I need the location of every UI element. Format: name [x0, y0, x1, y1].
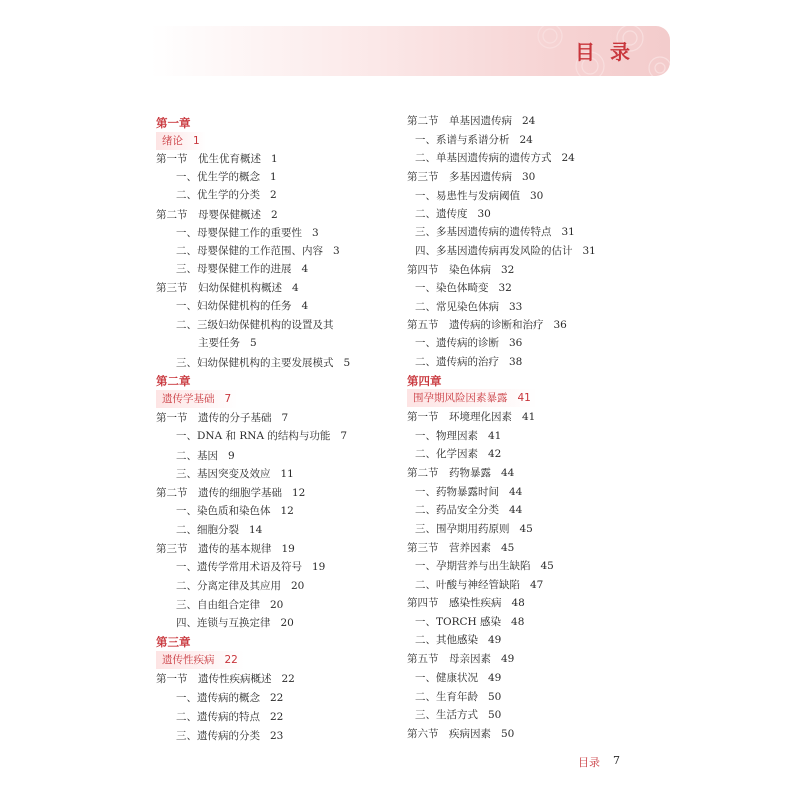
toc-item[interactable]: 二、遗传度 30 [415, 208, 491, 220]
toc-item[interactable]: 二、单基因遗传病的遗传方式 24 [415, 152, 575, 164]
toc-item[interactable]: 一、物理因素 41 [415, 430, 502, 442]
toc-item[interactable]: 三、母婴保健工作的进展 4 [176, 263, 309, 275]
toc-section[interactable]: 第一节 优生优育概述 1 [156, 153, 278, 165]
toc-section[interactable]: 第五节 遗传病的诊断和治疗 36 [407, 319, 567, 331]
toc-section[interactable]: 第四节 染色体病 32 [407, 264, 515, 276]
toc-item[interactable]: 一、染色质和染色体 12 [176, 505, 294, 517]
toc-section[interactable]: 第五节 母亲因素 49 [407, 653, 515, 665]
toc-section[interactable]: 第一节 环境理化因素 41 [407, 411, 536, 423]
toc-item[interactable]: 一、健康状况 49 [415, 672, 502, 684]
chapter-title[interactable]: 围孕期风险因素暴露 41 [407, 389, 537, 407]
toc-item[interactable]: 二、叶酸与神经管缺陷 47 [415, 579, 544, 591]
chapter-heading: 第一章 [156, 116, 191, 130]
chapter-heading: 第四章 [407, 374, 442, 388]
toc-item[interactable]: 二、细胞分裂 14 [176, 524, 263, 536]
toc-item[interactable]: 二、遗传病的治疗 38 [415, 356, 523, 368]
toc-item[interactable]: 一、妇幼保健机构的任务 4 [176, 300, 309, 312]
chapter-title[interactable]: 绪论 1 [156, 132, 206, 150]
toc-item[interactable]: 一、药物暴露时间 44 [415, 486, 523, 498]
toc-item[interactable]: 二、遗传病的特点 22 [176, 711, 284, 723]
chapter-heading: 第二章 [156, 374, 191, 388]
toc-section[interactable]: 第三节 遗传的基本规律 19 [156, 543, 295, 555]
chapter-title[interactable]: 遗传学基础 7 [156, 390, 237, 408]
toc-item[interactable]: 三、基因突变及效应 11 [176, 468, 294, 480]
toc-section[interactable]: 第六节 疾病因素 50 [407, 728, 515, 740]
toc-item[interactable]: 三、妇幼保健机构的主要发展模式 5 [176, 357, 351, 369]
toc-item[interactable]: 二、常见染色体病 33 [415, 301, 523, 313]
toc-item[interactable]: 二、优生学的分类 2 [176, 189, 277, 201]
toc-section[interactable]: 第三节 多基因遗传病 30 [407, 171, 536, 183]
toc-item[interactable]: 三、生活方式 50 [415, 709, 502, 721]
toc-item[interactable]: 一、母婴保健工作的重要性 3 [176, 227, 319, 239]
toc-item[interactable]: 二、母婴保健的工作范围、内容 3 [176, 245, 340, 257]
toc-item[interactable]: 一、易患性与发病阈值 30 [415, 190, 544, 202]
footer-section-label: 目录 [578, 756, 600, 769]
toc-section[interactable]: 第四节 感染性疾病 48 [407, 597, 525, 609]
toc-item[interactable]: 二、分离定律及其应用 20 [176, 580, 305, 592]
toc-item[interactable]: 一、优生学的概念 1 [176, 171, 277, 183]
toc-section[interactable]: 第一节 遗传的分子基础 7 [156, 412, 289, 424]
toc-section[interactable]: 第二节 母婴保健概述 2 [156, 209, 278, 221]
toc-section[interactable]: 第二节 单基因遗传病 24 [407, 115, 536, 127]
page-title: 目 录 [575, 40, 634, 64]
toc-item[interactable]: 一、遗传病的诊断 36 [415, 337, 523, 349]
toc-item[interactable]: 二、药品安全分类 44 [415, 504, 523, 516]
toc-section[interactable]: 第二节 遗传的细胞学基础 12 [156, 487, 306, 499]
toc-item[interactable]: 一、DNA 和 RNA 的结构与功能 7 [176, 430, 348, 442]
toc-item[interactable]: 一、染色体畸变 32 [415, 282, 512, 294]
toc-item[interactable]: 四、连锁与互换定律 20 [176, 617, 294, 629]
toc-item[interactable]: 二、生育年龄 50 [415, 691, 502, 703]
toc-section[interactable]: 第二节 药物暴露 44 [407, 467, 515, 479]
toc-item-continued[interactable]: 主要任务 5 [198, 337, 257, 349]
toc-section[interactable]: 第一节 遗传性疾病概述 22 [156, 673, 295, 685]
toc-item[interactable]: 三、自由组合定律 20 [176, 599, 284, 611]
toc-item[interactable]: 一、孕期营养与出生缺陷 45 [415, 560, 554, 572]
toc-item[interactable]: 二、化学因素 42 [415, 448, 502, 460]
chapter-title[interactable]: 遗传性疾病 22 [156, 651, 244, 669]
toc-item[interactable]: 三、遗传病的分类 23 [176, 730, 284, 742]
toc-item[interactable]: 二、基因 9 [176, 450, 235, 462]
toc-section[interactable]: 第三节 营养因素 45 [407, 542, 515, 554]
toc-item[interactable]: 三、多基因遗传病的遗传特点 31 [415, 226, 575, 238]
toc-item[interactable]: 一、遗传学常用术语及符号 19 [176, 561, 326, 573]
toc-item[interactable]: 一、系谱与系谱分析 24 [415, 134, 533, 146]
toc-item[interactable]: 三、围孕期用药原则 45 [415, 523, 533, 535]
toc-section[interactable]: 第三节 妇幼保健机构概述 4 [156, 282, 299, 294]
toc-item[interactable]: 四、多基因遗传病再发风险的估计 31 [415, 245, 596, 257]
toc-item[interactable]: 二、三级妇幼保健机构的设置及其 [176, 319, 334, 331]
toc-item[interactable]: 二、其他感染 49 [415, 634, 502, 646]
page-number: 7 [613, 754, 620, 767]
toc-item[interactable]: 一、TORCH 感染 48 [415, 616, 525, 628]
chapter-heading: 第三章 [156, 635, 191, 649]
toc-item[interactable]: 一、遗传病的概念 22 [176, 692, 284, 704]
